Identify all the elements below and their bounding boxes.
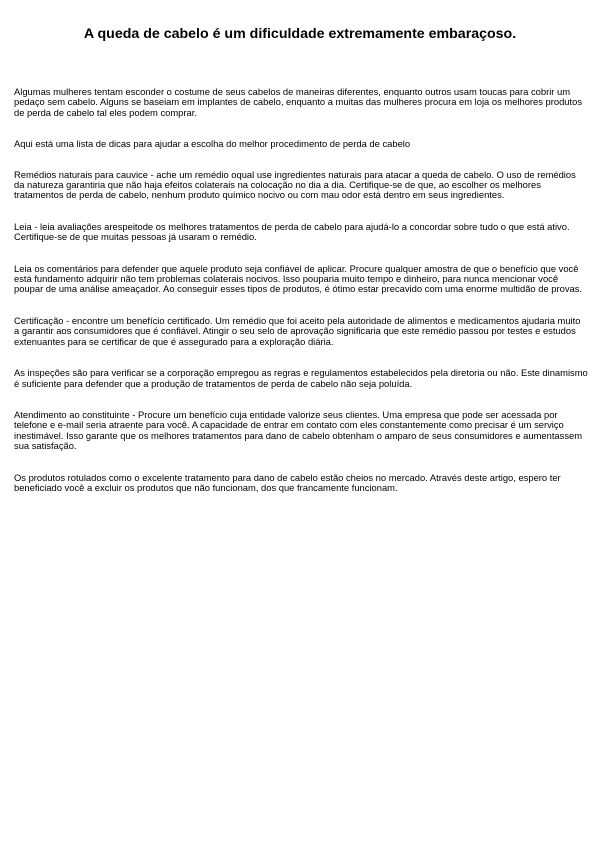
paragraph-inspections: As inspeções são para verificar se a corporação empregou as regras e regulamentos estabelecidos pela diretoria ou não. Este dinamismo é suficiente para defender que a produção de tratamentos de perda de cabelo não seja poluída. bbox=[14, 367, 588, 389]
document-title: A queda de cabelo é um dificuldade extremamente embaraçoso. bbox=[83, 26, 517, 42]
paragraph-certification: Certificação - encontre um benefício certificado. Um remédio que foi aceito pela autoridade de alimentos e medicamentos ajudaria muito a garantir aos consumidores que é confiável. Atingir o seu selo de aprovação significaria que este remédio passou por testes e estudos extenuantes para se certificar de que é assegurado para a exploração diária. bbox=[14, 314, 581, 347]
paragraph-comments: Leia os comentários para defender que aquele produto seja confiável de aplicar. Procure qualquer amostra de que o benefício que você está fundamento adquirir não tem problemas colaterais nocivos. Isso pouparia muito tempo e dinheiro, para nunca mencionar você poupar de uma análise ameaçador. Ao conseguir esses tipos de produtos, é ótimo estar precavido com uma enorme multidão de provas. bbox=[14, 262, 583, 295]
paragraph-tips-list: Aqui está uma lista de dicas para ajudar a escolha do melhor procedimento de perda de cabelo bbox=[14, 138, 411, 150]
paragraph-conclusion: Os produtos rotulados como o excelente tratamento para dano de cabelo estão cheios no mercado. Através deste artigo, espero ter beneficiado você a excluir os produtos que não funcionam, dos que francamente funcionam. bbox=[14, 471, 561, 493]
paragraph-intro: Algumas mulheres tentam esconder o costume de seus cabelos de maneiras diferentes, enquanto outros usam toucas para cobrir um pedaço sem cabelo. Alguns se baseiam em implantes de cabelo, enquanto a muitas das mulheres procura em loja os melhores produtos de perda de cabelo tal eles podem comprar. bbox=[14, 86, 583, 118]
paragraph-read-reviews: Leia - leia avaliações arespeitode os melhores tratamentos de perda de cabelo para ajudá-lo a concordar sobre tudo o que está ativo. Certifique-se de que muitas pessoas já usaram o remédio. bbox=[14, 220, 570, 243]
document-body bbox=[14, 87, 588, 514]
paragraph-customer-service: Atendimento ao constituinte - Procure um benefício cuja entidade valorize seus clientes. Uma empresa que pode ser acessada por telefone e e-mail seria atraente para você. A capacidade de entrar em contato com eles constantemente como precisar é um serviço inestimável. Isso garante que os melhores tratamentos para dano de cabelo obtenham o amparo de seus consumidores e aumentassem sua satisfação. bbox=[14, 408, 583, 452]
paragraph-natural-remedies: Remédios naturais para cauvice - ache um remédio oqual use ingredientes naturais para atacar a queda de cabelo. O uso de remédios da natureza garantiria que não haja efeitos colaterais na colocação no dia a dia. Certifique-se de que, ao escolher os melhores tratamentos de perda de cabelo, nenhum produto químico nocivo ou com mau odor está dentro em seus ingredientes. bbox=[14, 168, 576, 201]
